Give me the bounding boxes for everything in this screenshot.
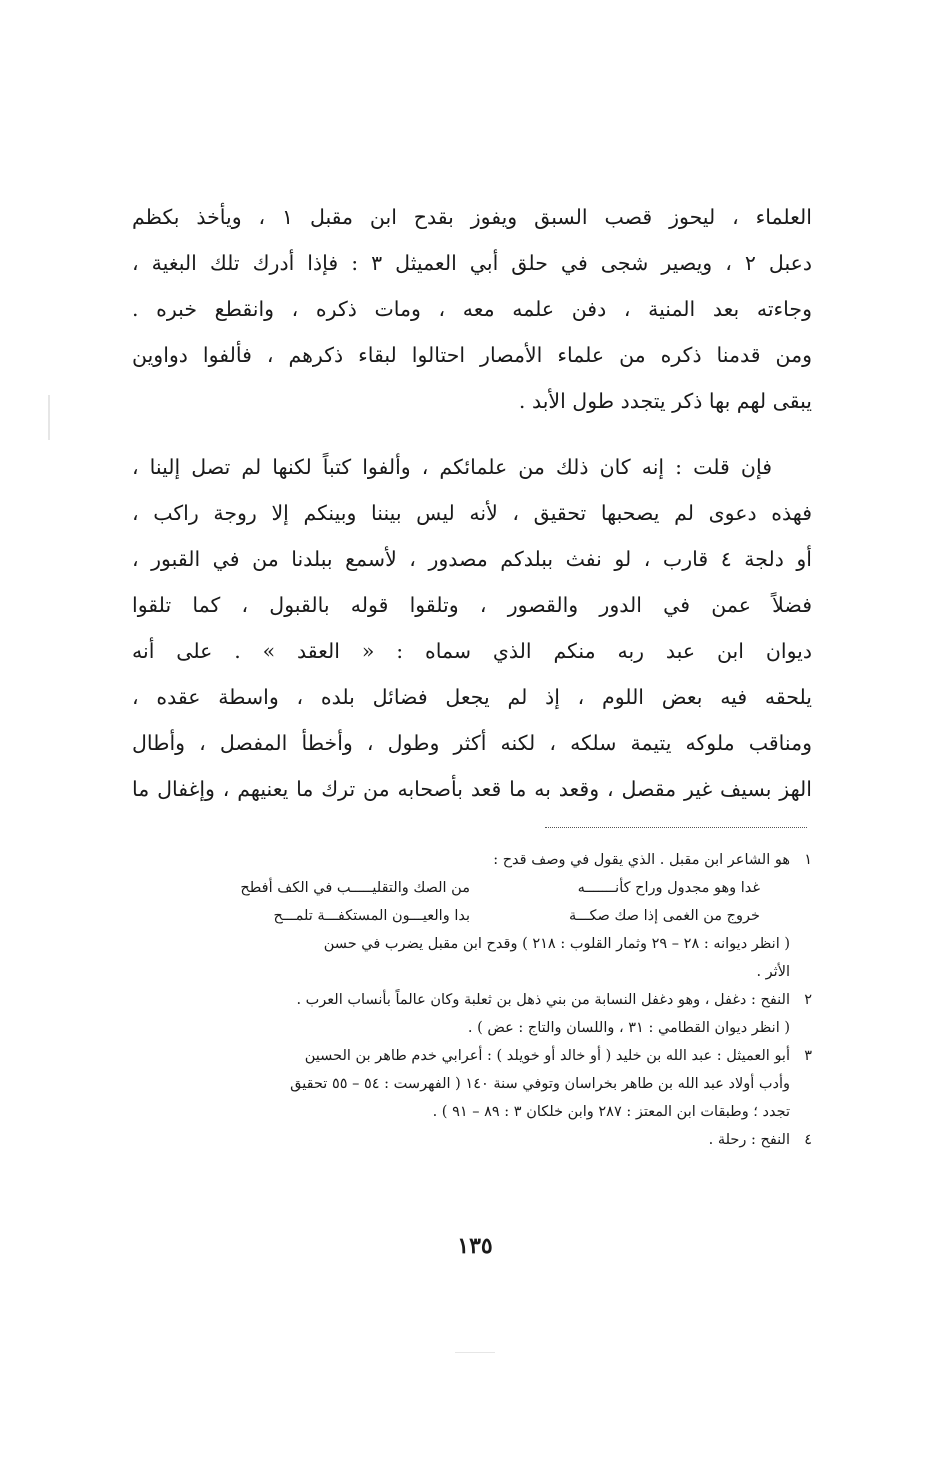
footnote-text: أبو العميثل : عبد الله بن خليد ( أو خالد أو خويلد ) : أعرابي خدم طاهر بن الحسين <box>304 1048 790 1064</box>
text-line: ومن قدمنا ذكره من علماء الأمصار احتالوا لبقاء ذكرهم ، فألفوا دواوين <box>132 343 812 367</box>
verse-hemistich: خروج من الغمى إذا صك صكـــة <box>569 908 760 924</box>
footnote-text: وأدب أولاد عبد الله بن طاهر بخراسان وتوفي سنة ١٤٠ ( الفهرست : ٥٤ – ٥٥ تحقيق <box>290 1076 790 1092</box>
verse-hemistich: بدا والعيـــون المستكفـــة تلمـــح <box>273 908 470 924</box>
footnote-number: ١ <box>804 852 812 868</box>
footnote-number: ٣ <box>804 1048 812 1064</box>
main-paragraph-1 <box>132 194 812 424</box>
text-line: يلحقه فيه بعض اللوم ، إذ لم يجعل فضائل بلده ، واسطة عقده ، <box>132 685 812 709</box>
footnote-2 <box>132 986 812 1042</box>
text-line: ديوان ابن عبد ربه منكم الذي سماه : « العقد » . على أنه <box>132 639 812 663</box>
text-line: أو دلجة ٤ قارب ، لو نفث ببلدكم مصدور ، لأسمع ببلدنا من في القبور ، <box>132 547 812 571</box>
footnote-number: ٢ <box>804 992 812 1008</box>
footnotes <box>132 846 812 1154</box>
footnote-3 <box>132 1042 812 1126</box>
main-paragraph-2 <box>132 444 812 812</box>
footnote-text: النفح : دغفل ، وهو دغفل النسابة من بني ذهل بن ثعلبة وكان عالماً بأنساب العرب . <box>296 992 790 1008</box>
footnote-number: ٤ <box>804 1132 812 1148</box>
text-line: فإن قلت : إنه كان ذلك من علمائكم ، وألفوا كتباً لكنها لم تصل إلينا ، <box>132 455 772 479</box>
footnote-text: تجدد ؛ وطبقات ابن المعتز : ٢٨٧ وابن خلكان ٣ : ٨٩ – ٩١ ) . <box>432 1104 790 1120</box>
scan-margin-mark <box>455 1352 495 1353</box>
poem-verse-1 <box>132 874 790 902</box>
text-line: فضلاً عمن في الدور والقصور ، وتلقوا قوله بالقبول ، كما تلقوا <box>132 593 812 617</box>
poem-verse-2 <box>132 902 790 930</box>
verse-hemistich: من الصك والتقليـــــب في الكف أفطح <box>240 880 470 896</box>
text-line: الهز بسيف غير مقصل ، وقعد به ما قعد بأصحابه من ترك ما يعنيهم ، وإغفال ما <box>132 777 812 801</box>
scan-margin-mark <box>48 395 50 440</box>
text-line: العلماء ، ليحوز قصب السبق ويفوز بقدح ابن مقبل ١ ، ويأخذ بكظم <box>132 205 812 229</box>
verse-hemistich: غدا وهو مجدول وراح كأنـــــــه <box>577 880 760 896</box>
text-line: دعبل ٢ ، ويصير شجى في حلق أبي العميثل ٣ : فإذا أدرك تلك البغية ، <box>132 251 812 275</box>
text-line: فهذه دعوى لم يصحبها تحقيق ، لأنه ليس بيننا وبينكم إلا روجة راكب ، <box>132 501 812 525</box>
footnote-text: الأثر . <box>756 964 790 980</box>
page-number: ١٣٥ <box>457 1233 493 1259</box>
footnote-text: هو الشاعر ابن مقبل . الذي يقول في وصف قدح : <box>493 852 790 868</box>
footnote-text: ( انظر ديوان القطامي : ٣١ ، واللسان والتاج : عض ) . <box>467 1020 790 1036</box>
footnote-separator <box>545 827 807 828</box>
text-line: وجاءته بعد المنية ، دفن علمه معه ، ومات ذكره ، وانقطع خبره . <box>132 297 812 321</box>
footnote-4 <box>132 1126 812 1154</box>
text-line: يبقى لهم بها ذكر يتجدد طول الأبد . <box>518 389 812 413</box>
footnote-text: النفح : رحلة . <box>708 1132 790 1148</box>
footnote-text: ( انظر ديوانه : ٢٨ – ٢٩ وثمار القلوب : ٢١٨ ) وقدح ابن مقبل يضرب في حسن <box>323 936 790 952</box>
text-line: ومناقب ملوكه يتيمة سلكه ، لكنه أكثر وطول ، وأخطأ المفصل ، وأطال <box>132 731 812 755</box>
footnote-1 <box>132 846 812 986</box>
